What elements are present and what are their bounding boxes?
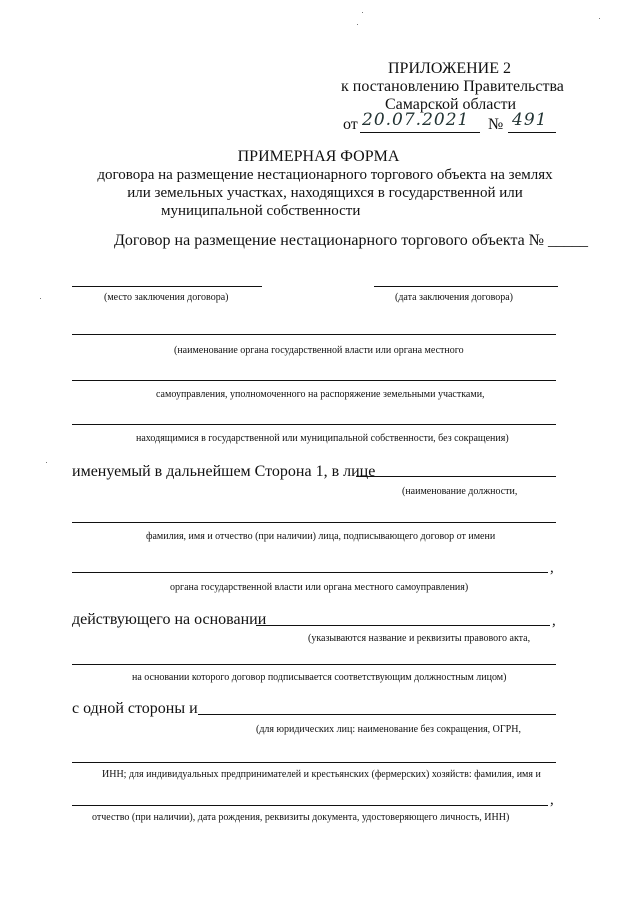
basis-text: действующего на основании [72, 611, 267, 628]
date-field-line[interactable] [374, 286, 558, 287]
authority-label-1: (наименование органа государственной власти или органа местного [174, 345, 464, 356]
party1-text: именуемый в дальнейшем Сторона 1, в лице [72, 463, 376, 480]
appendix-number: ПРИЛОЖЕНИЕ 2 [388, 60, 512, 77]
authority-field-line-2[interactable] [72, 380, 556, 381]
basis-label-2: на основании которого договор подписывается соответствующим должностным лицом) [132, 672, 507, 683]
resolution-number-handwritten: 491 [512, 110, 548, 130]
number-underline [508, 132, 556, 133]
basis-line-comma: , [552, 613, 556, 629]
fio-label: фамилия, имя и отчество (при наличии) лица, подписывающего договор от имени [146, 531, 496, 542]
form-title-line-2: или земельных участках, находящихся в государственной или [127, 185, 523, 201]
scan-speck [362, 12, 363, 13]
scan-speck [357, 24, 358, 25]
authority-field-line-3[interactable] [72, 424, 556, 425]
date-field-label: (дата заключения договора) [395, 292, 513, 303]
place-field-label: (место заключения договора) [104, 292, 229, 303]
position-field-line[interactable] [356, 476, 556, 477]
resolution-date-prefix: от [343, 116, 358, 133]
authority-field-line-1[interactable] [72, 334, 556, 335]
organ-line-comma: , [550, 560, 554, 576]
form-heading: ПРИМЕРНАЯ ФОРМА [237, 148, 400, 165]
contract-title: Договор на размещение нестационарного торгового объекта № _____ [114, 232, 589, 249]
patronymic-label: отчество (при наличии), дата рождения, реквизиты документа, удостоверяющего личность, ИНН) [92, 812, 510, 823]
inn-field-line[interactable] [72, 762, 556, 763]
organ-field-line[interactable] [72, 572, 548, 573]
patronymic-line-comma: , [550, 792, 554, 808]
organ-label: органа государственной власти или органа местного самоуправления) [170, 582, 469, 593]
inn-label: ИНН; для индивидуальных предпринимателей и крестьянских (фермерских) хозяйств: фамилия, имя и [102, 769, 541, 780]
scan-speck [599, 18, 600, 19]
scan-speck [40, 298, 41, 299]
authority-label-3: находящимися в государственной или муниципальной собственности, без сокращения) [136, 433, 509, 444]
basis-field-line[interactable] [256, 625, 550, 626]
legal-field-line[interactable] [198, 714, 556, 715]
appendix-region: Самарской области [385, 96, 516, 113]
resolution-number-label: № [488, 116, 504, 133]
appendix-resolution: к постановлению Правительства [341, 78, 564, 95]
scan-speck [46, 462, 47, 463]
authority-label-2: самоуправления, уполномоченного на распоряжение земельными участками, [156, 389, 485, 400]
other-side-text: с одной стороны и [72, 700, 198, 717]
basis-label-1: (указываются название и реквизиты правового акта, [308, 633, 531, 644]
date-underline [360, 132, 480, 133]
form-title-line-1: договора на размещение нестационарного торгового объекта на землях [97, 167, 553, 183]
fio-field-line[interactable] [72, 522, 556, 523]
form-title-line-3: муниципальной собственности [161, 203, 361, 219]
resolution-date-handwritten: 20.07.2021 [362, 110, 470, 130]
legal-label: (для юридических лиц: наименование без сокращения, ОГРН, [256, 724, 521, 735]
position-label: (наименование должности, [402, 486, 518, 497]
place-field-line[interactable] [72, 286, 262, 287]
patronymic-field-line[interactable] [72, 805, 548, 806]
basis-field-line-2[interactable] [72, 664, 556, 665]
